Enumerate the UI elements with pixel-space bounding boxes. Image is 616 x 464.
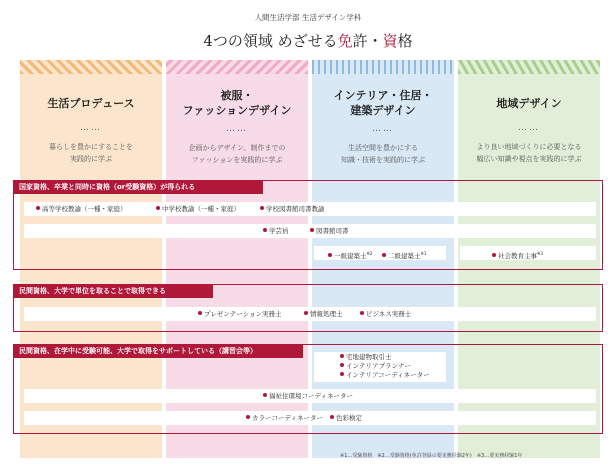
pattern-blue bbox=[312, 60, 454, 74]
section-header-private-support: 民間資格、在学中に受験可能、大学で取得をサポートしている（講習会等） bbox=[13, 344, 303, 358]
bullet-icon bbox=[330, 415, 334, 419]
item-real-estate bbox=[340, 353, 392, 362]
column-fashion bbox=[166, 74, 308, 178]
bullet-icon bbox=[340, 372, 344, 376]
bullet-icon bbox=[263, 228, 267, 232]
item-label: 色彩検定 bbox=[336, 414, 362, 422]
item-label: 一級建築士 bbox=[334, 252, 367, 261]
title-end: 格 bbox=[397, 32, 413, 50]
column-life-produce bbox=[20, 74, 162, 178]
column-desc bbox=[20, 141, 162, 165]
column-title: 生活プロデュース bbox=[47, 97, 135, 110]
item-label: 学芸員 bbox=[269, 227, 289, 235]
column-desc bbox=[166, 142, 308, 166]
item-label: ビジネス実務士 bbox=[366, 310, 412, 318]
item-label: 二級建築士 bbox=[388, 252, 421, 261]
title-mid: 許・ bbox=[352, 32, 383, 50]
bullet-icon bbox=[246, 415, 250, 419]
title-accent-1: 免 bbox=[337, 32, 353, 50]
column-desc bbox=[458, 141, 600, 165]
bullet-icon bbox=[198, 311, 202, 315]
item-business bbox=[360, 310, 411, 319]
column-desc-line1: より良い地域づくりに必要となる bbox=[476, 143, 582, 151]
item-welfare-env bbox=[263, 392, 353, 401]
item-label: 学校図書館司書教諭 bbox=[266, 205, 325, 213]
item-presentation bbox=[198, 310, 281, 319]
item-librarian bbox=[310, 227, 349, 236]
bullet-icon bbox=[156, 206, 160, 210]
item-color-test bbox=[330, 414, 362, 423]
column-title bbox=[166, 88, 308, 118]
pattern-green bbox=[458, 60, 600, 74]
footnote-marker: ※3 bbox=[537, 251, 543, 256]
item-interior-coord bbox=[340, 371, 430, 380]
column-desc-line2: 実践的に学ぶ bbox=[70, 155, 112, 163]
item-label: 図書館司書 bbox=[316, 227, 349, 235]
bullet-icon bbox=[492, 253, 496, 257]
column-desc-line1: 暮らしを豊かにすることを bbox=[49, 143, 133, 151]
column-desc-line2: ファッションを実践的に学ぶ bbox=[191, 156, 283, 164]
item-hs-teacher bbox=[36, 205, 127, 214]
item-label: プレゼンテーション実務士 bbox=[204, 310, 282, 318]
column-desc-line2: 知識・技術を実践的に学ぶ bbox=[341, 156, 425, 164]
item-info bbox=[304, 310, 343, 319]
item-jhs-teacher bbox=[156, 205, 240, 214]
bullet-icon bbox=[328, 253, 332, 257]
pattern-stripe-orange bbox=[20, 60, 162, 74]
item-label: 宅地建物取引士 bbox=[346, 353, 392, 361]
column-regional bbox=[458, 74, 600, 178]
item-interior-planner bbox=[340, 362, 411, 371]
item-label: カラーコーディネーター bbox=[252, 414, 323, 422]
item-arch2 bbox=[382, 249, 426, 261]
column-dots: …… bbox=[80, 123, 102, 133]
bullet-icon bbox=[263, 393, 267, 397]
footnote-marker: ※2 bbox=[366, 251, 373, 256]
item-label: 情報処理士 bbox=[310, 310, 343, 318]
column-title-line1: インテリア・住居・ bbox=[333, 89, 433, 102]
title-main: 4つの領域 めざせる bbox=[203, 32, 338, 50]
column-desc-line1: 企画からデザイン、制作までの bbox=[188, 144, 286, 152]
item-label: 高等学校教諭（一種・家庭） bbox=[42, 205, 127, 213]
item-label: インテリアプランナー bbox=[346, 362, 411, 370]
item-curator bbox=[263, 227, 289, 236]
column-desc bbox=[312, 142, 454, 166]
section-header-national: 国家資格、卒業と同時に資格（or受験資格）が得られる bbox=[13, 180, 263, 194]
item-label: インテリアコーディネーター bbox=[346, 371, 430, 379]
section-header-private-credit: 民間資格、大学で単位を取ることで取得できる bbox=[13, 284, 213, 298]
column-dots: …… bbox=[226, 124, 248, 134]
item-color-coord bbox=[246, 414, 323, 423]
footnote-marker: ※1 bbox=[420, 251, 427, 256]
bullet-icon bbox=[382, 253, 386, 257]
item-label: 社会教育主事 bbox=[498, 252, 537, 261]
page-subtitle: 人間生活学部 生活デザイン学科 bbox=[254, 13, 362, 22]
column-title-line1: 被服・ bbox=[220, 89, 254, 102]
bullet-icon bbox=[36, 206, 40, 210]
column-title bbox=[312, 88, 454, 118]
column-title-line2: ファッションデザイン bbox=[182, 104, 292, 117]
bullet-icon bbox=[310, 228, 314, 232]
bullet-icon bbox=[340, 354, 344, 358]
item-label: 福祉住環境コーディネーター bbox=[269, 392, 353, 400]
column-title: 地域デザイン bbox=[496, 97, 562, 110]
column-desc-line1: 生活空間を豊かにする bbox=[348, 144, 418, 152]
bullet-icon bbox=[304, 311, 308, 315]
column-dots: …… bbox=[518, 123, 540, 133]
column-interior bbox=[312, 74, 454, 178]
item-label: 中学校教諭（一種・家庭） bbox=[162, 205, 240, 213]
bullet-icon bbox=[260, 206, 264, 210]
title-accent-2: 資 bbox=[382, 32, 398, 50]
item-school-librarian bbox=[260, 205, 325, 214]
bullet-icon bbox=[340, 363, 344, 367]
item-social-edu bbox=[492, 249, 543, 261]
page-title bbox=[0, 30, 616, 51]
column-title-line2: 建築デザイン bbox=[350, 104, 416, 117]
column-dots: …… bbox=[372, 124, 394, 134]
item-arch1 bbox=[328, 249, 372, 261]
column-desc-line2: 幅広い知識や視点を実践的に学ぶ bbox=[476, 155, 582, 163]
bullet-icon bbox=[360, 311, 364, 315]
pattern-pink bbox=[166, 60, 308, 74]
footnote: ※1…受験資格 ※2…受験資格(免許登録の要実務経験2年) ※3…要実務経験1年 bbox=[340, 453, 523, 459]
